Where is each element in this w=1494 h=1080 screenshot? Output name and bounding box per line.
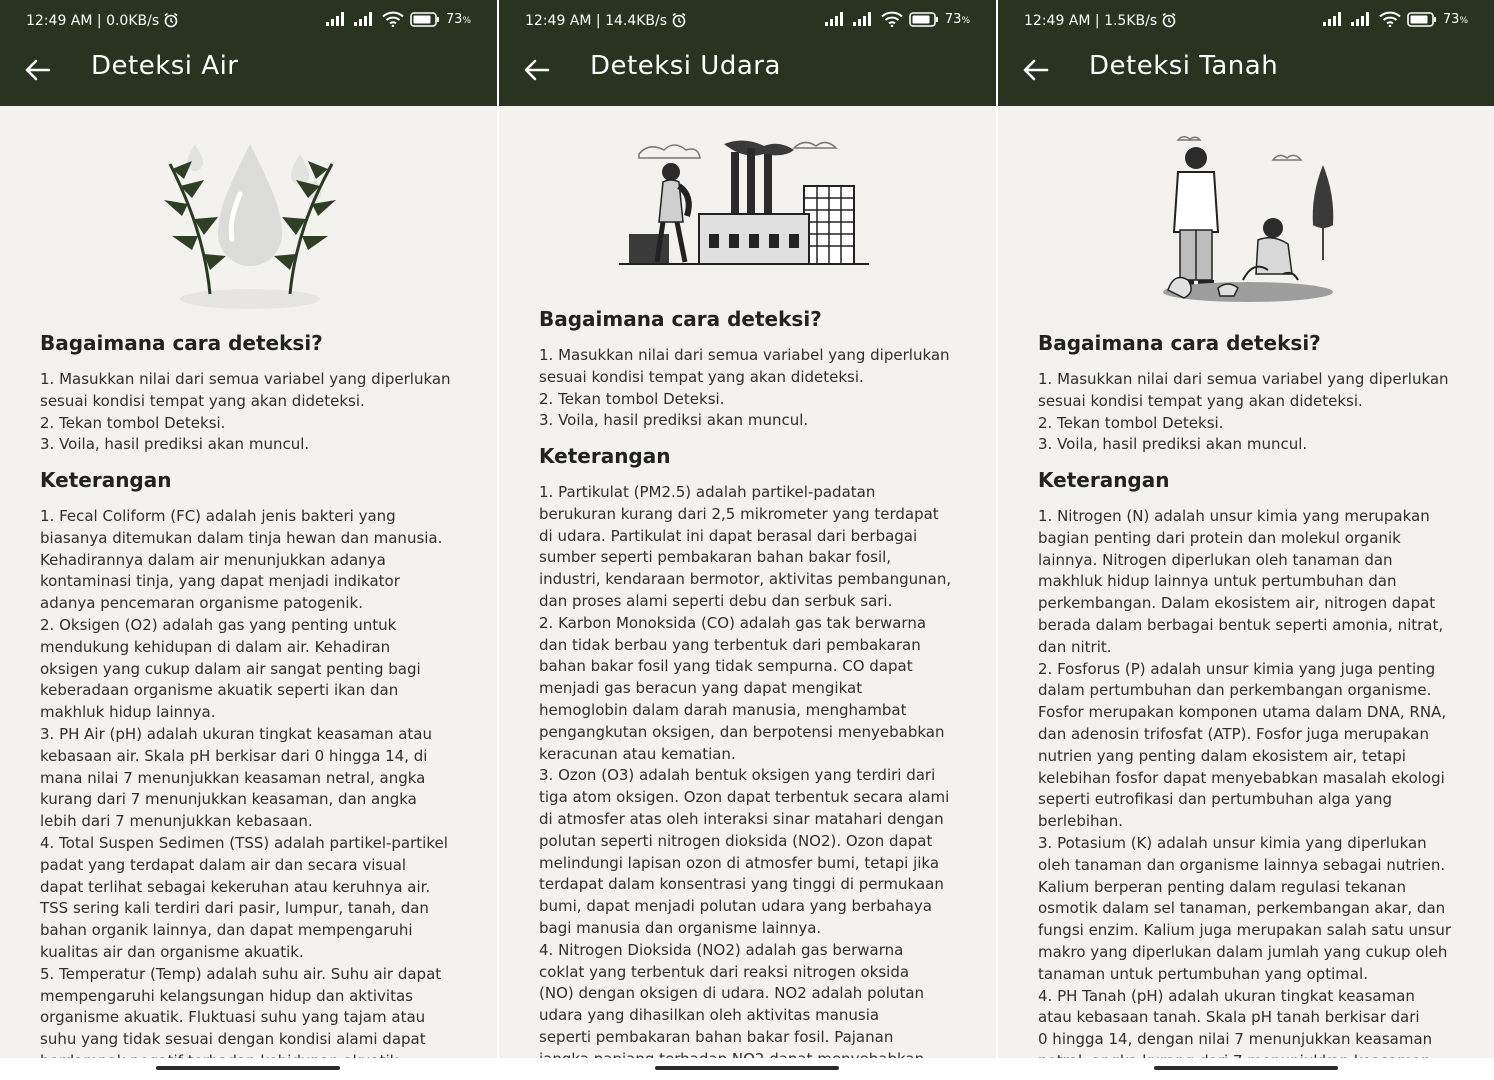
how-to-heading: Bagaimana cara deteksi? xyxy=(539,307,822,331)
page-title: Deteksi Air xyxy=(91,51,239,81)
status-time: 12:49 AM | 1.5KB/s xyxy=(1024,13,1158,29)
battery-icon xyxy=(909,12,939,27)
signal-bars-icon xyxy=(1323,12,1345,26)
alarm-clock-icon xyxy=(163,12,179,28)
screen-deteksi-udara xyxy=(499,0,996,1080)
soil-research-illustration xyxy=(1148,130,1348,310)
how-to-heading: Bagaimana cara deteksi? xyxy=(1038,331,1321,355)
battery-icon xyxy=(410,12,440,27)
battery-icon xyxy=(1407,12,1437,27)
page-title: Deteksi Udara xyxy=(590,51,781,81)
info-text: 1. Fecal Coliform (FC) adalah jenis bakteri yang biasanya ditemukan dalam tinja hewan dan manusia. Kehadirannya dalam air menunjukkan adanya kontaminasi tinja, yang dapat menjadi indikator adanya pencemaran organisme patogenik. 2. Oksigen (O2) adalah gas yang penting untuk mendukung kehidupan di dalam air. Kehadiran oksigen yang cukup dalam air sangat penting bagi keberadaan organisme akuatik seperti ikan dan makhluk hidup lainnya. 3. PH Air (pH) adalah ukuran tingkat keasaman atau kebasaan air. Skala pH berkisar dari 0 hingga 14, di mana nilai 7 menunjukkan keasaman netral, angka kurang dari 7 menunjukkan keasaman, dan angka lebih dari 7 menunjukkan kebasaan. 4. Total Suspen Sedimen (TSS) adalah partikel-partikel padat yang terdapat dalam air dan secara visual dapat terlihat sebagai kekeruhan atau keruhnya air. TSS sering kali terdiri dari pasir, lumpur, tanah, dan bahan organik lainnya, dan dapat mempengaruhi kualitas air dan organisme akuatik. 5. Temperatur (Temp) adalah suhu air. Suhu air dapat mempengaruhi kelangsungan hidup dan aktivitas organisme akuatik. Fluktuasi suhu yang tajam atau suhu yang tidak sesuai dengan kondisi alami dapat xyxy=(40,507,448,1049)
alarm-clock-icon xyxy=(671,12,687,28)
info-text: 1. Nitrogen (N) adalah unsur kimia yang merupakan bagian penting dari protein dan molekul organik lainnya. Nitrogen diperlukan oleh tanaman dan makhluk hidup lainnya untuk pertumbuhan dan perkembangan. Dalam ekosistem air, nitrogen dapat berada dalam berbagai bentuk seperti amonia, nitrat, dan nitrit. 2. Fosforus (P) adalah unsur kimia yang juga penting dalam pertumbuhan dan perkembangan organisme. Fosfor merupakan komponen utama dalam DNA, RNA, dan adenosin trifosfat (ATP). Fosfor juga merupakan nutrien yang penting dalam ekosistem air, tetapi kelebihan fosfor dapat menyebabkan masalah ekologi seperti eutrofikasi dan pertumbuhan alga yang berlebihan. 3. Potasium (K) adalah unsur kimia yang diperlukan oleh tanaman dan organisme lainnya sebagai nutrien. Kalium berperan penting dalam regulasi tekanan osmotik dalam sel tanaman, perkembangan akar, dan fungsi enzim. Kalium juga merupakan salah satu unsur makro yang diperlukan dalam jumlah yang cukup oleh tanaman untuk pertumbuhan yang optimal. 4. PH Tanah (pH) adalah ukuran tingkat keasaman atau kebasaan tanah. Skala pH tanah berkisar dari 0 hingga 14, dengan nilai 7 menunjukkan keasaman xyxy=(1038,507,1452,1049)
info-text: 1. Partikulat (PM2.5) adalah partikel-padatan berukuran kurang dari 2,5 mikrometer yang terdapat di udara. Partikulat ini dapat berasal dari berbagai sumber seperti pembakaran bahan bakar fosil, industri, kendaraan bermotor, aktivitas pembangunan, dan proses alami seperti debu dan serbuk sari. 2. Karbon Monoksida (CO) adalah gas tak berwarna dan tidak berbau yang terbentuk dari pembakaran bahan bakar fosil yang tidak sempurna. CO dapat menjadi gas beracun yang dapat mengikat hemoglobin dalam darah manusia, menghambat pengangkutan oksigen, dan berpotensi menyebabkan keracunan atau kematian. 3. Ozon (O3) adalah bentuk oksigen yang terdiri dari tiga atom oksigen. Ozon dapat terbentuk secara alami di atmosfer atas oleh interaksi sinar matahari dengan polutan seperti nitrogen dioksida (NO2). Ozon dapat melindungi lapisan ozon di atmosfer bumi, tetapi jika terdapat dalam konsentrasi yang tinggi di permukaan bumi, dapat menjadi polutan udara yang berbahaya bagi manusia dan organisme lainnya. 4. Nitrogen Dioksida (NO2) adalah gas berwarna coklat yang terbentuk dari reaksi nitrogen oksida (NO) dengan oksigen di udara. NO2 adalah polutan udara yang dihasilkan oleh aktivitas manusia seperti pembakaran bahan bakar fosil. Pajanan xyxy=(539,483,952,1046)
info-heading: Keterangan xyxy=(40,468,172,492)
app-bar xyxy=(0,0,497,106)
status-bar xyxy=(1024,12,1177,29)
screen-deteksi-tanah xyxy=(998,0,1494,1080)
wifi-icon xyxy=(1379,11,1401,27)
screen-deteksi-air xyxy=(0,0,497,1080)
water-plants-illustration xyxy=(150,124,350,314)
how-to-steps: 1. Masukkan nilai dari semua variabel yang diperlukan sesuai kondisi tempat yang akan dideteksi. 2. Tekan tombol Deteksi. 3. Voila, hasil prediksi akan muncul. xyxy=(539,346,950,430)
status-icons xyxy=(1323,11,1468,27)
signal-bars-icon xyxy=(853,12,875,26)
wifi-icon xyxy=(382,11,404,27)
alarm-clock-icon xyxy=(1161,12,1177,28)
arrow-left-icon[interactable] xyxy=(1020,56,1050,84)
how-to-steps: 1. Masukkan nilai dari semua variabel yang diperlukan sesuai kondisi tempat yang akan dideteksi. 2. Tekan tombol Deteksi. 3. Voila, hasil prediksi akan muncul. xyxy=(40,370,451,454)
how-to-heading: Bagaimana cara deteksi? xyxy=(40,331,323,355)
info-heading: Keterangan xyxy=(1038,468,1170,492)
signal-bars-icon xyxy=(326,12,348,26)
battery-percent: 73% xyxy=(1442,11,1468,27)
signal-bars-icon xyxy=(825,12,847,26)
battery-percent: 73% xyxy=(944,11,970,27)
page-title: Deteksi Tanah xyxy=(1089,51,1279,81)
status-time: 12:49 AM | 14.4KB/s xyxy=(525,13,668,29)
how-to-steps: 1. Masukkan nilai dari semua variabel yang diperlukan sesuai kondisi tempat yang akan dideteksi. 2. Tekan tombol Deteksi. 3. Voila, hasil prediksi akan muncul. xyxy=(1038,370,1449,454)
status-icons xyxy=(326,11,471,27)
app-bar xyxy=(499,0,996,106)
info-heading: Keterangan xyxy=(539,444,671,468)
home-indicator[interactable] xyxy=(156,1066,340,1070)
app-bar xyxy=(998,0,1494,106)
signal-bars-icon xyxy=(1351,12,1373,26)
battery-percent: 73% xyxy=(445,11,471,27)
status-bar xyxy=(26,12,179,29)
wifi-icon xyxy=(881,11,903,27)
arrow-left-icon[interactable] xyxy=(521,56,551,84)
status-bar xyxy=(525,12,687,29)
status-time: 12:49 AM | 0.0KB/s xyxy=(26,13,160,29)
arrow-left-icon[interactable] xyxy=(22,56,52,84)
factory-pollution-illustration xyxy=(619,134,879,284)
home-indicator[interactable] xyxy=(1154,1066,1338,1070)
status-icons xyxy=(825,11,970,27)
signal-bars-icon xyxy=(354,12,376,26)
home-indicator[interactable] xyxy=(655,1066,839,1070)
